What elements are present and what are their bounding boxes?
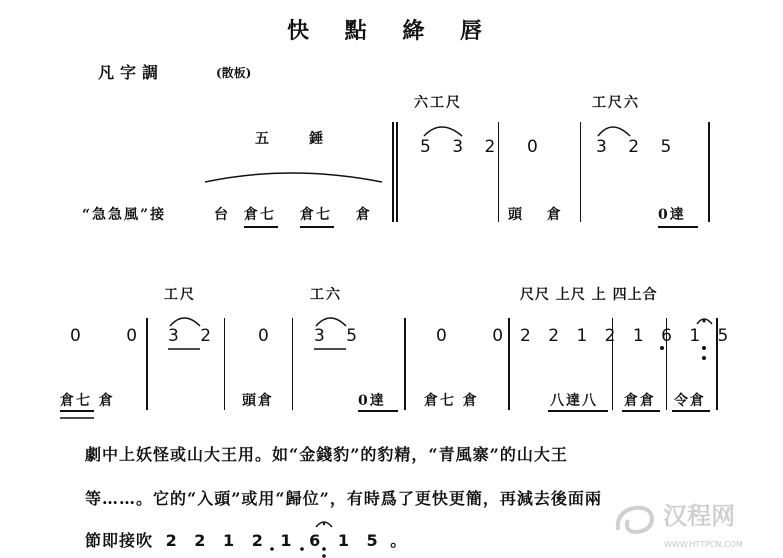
rest-0: 0	[258, 326, 277, 346]
gongche-label-4: 工六	[310, 287, 342, 303]
perc-toucang: 頭 倉	[508, 207, 571, 223]
tempo-marking: (散板)	[216, 66, 252, 80]
perc-lingcang: 令倉	[674, 393, 706, 409]
perc-tai: 台	[214, 207, 230, 223]
perc-cang: 倉	[356, 207, 372, 223]
slur-arc	[170, 318, 200, 326]
text-line-3-prefix: 節即接吹	[85, 531, 154, 550]
text-line-3-suffix: 。	[390, 531, 408, 550]
intro-label: “急急風”接	[82, 207, 167, 223]
text-line-3-notes: 2 2 1 2 1 6 1 5	[165, 531, 384, 550]
wuchui-bracket-arc	[205, 173, 382, 182]
notes-22121615: 2 2 1 2 1 6 1 5	[520, 326, 735, 346]
perc-cangcang: 倉倉	[624, 393, 656, 409]
watermark-text: 汉程网	[663, 502, 736, 530]
slur-arc	[316, 318, 346, 326]
low-octave-dot	[702, 356, 706, 360]
notes-35: 3 5	[314, 326, 366, 346]
key-mode: 凡字調	[98, 63, 165, 82]
notes-325: 3 2 5	[596, 137, 680, 157]
page-title: 快 點 絳 唇	[287, 18, 496, 44]
low-octave-dot	[702, 346, 706, 350]
fermata-dot	[323, 523, 325, 525]
low-octave-dot	[660, 346, 664, 350]
perc-0da: 0達	[358, 393, 386, 409]
gongche-label-1: 六工尺	[414, 95, 462, 111]
perc-cangqi-2: 倉七	[300, 207, 332, 223]
slur-arc	[424, 127, 462, 136]
rest-00: 0 0	[436, 326, 524, 346]
wuchui-label: 五 錘	[255, 131, 327, 147]
perc-cangqi-cang: 倉七 倉	[424, 393, 479, 409]
perc-toucang: 頭倉	[242, 393, 274, 409]
watermark-swirl-icon	[612, 500, 658, 540]
gongche-label-3: 工尺	[164, 287, 196, 303]
watermark-url: WWW.HTTPCN.COM	[664, 539, 743, 549]
gongche-label-2: 工尺六	[592, 95, 640, 111]
perc-cangqi-1: 倉七	[244, 207, 276, 223]
notes-32: 3 2	[168, 326, 220, 346]
text-line-1: 劇中上妖怪或山大王用。如“金錢豹”的豹精，“青風寨”的山大王	[85, 445, 568, 464]
text-line-2: 等……。它的“入頭”或用“歸位”，有時爲了更快更簡，再減去後面兩	[85, 489, 602, 508]
text-line-3	[85, 528, 407, 551]
rest-00: 0 0	[70, 326, 158, 346]
slur-arc	[598, 127, 630, 136]
perc-0da: 0達	[658, 207, 686, 223]
perc-cangqi-cang: 倉七 倉	[60, 393, 115, 409]
perc-badaba: 八達八	[550, 393, 598, 409]
watermark-logo	[612, 496, 743, 549]
notes-532: 5 3 2	[420, 137, 504, 157]
gongche-label-5: 尺尺 上尺 上 四上合	[520, 287, 658, 303]
fermata-dot	[703, 320, 706, 323]
low-octave-dot	[322, 554, 326, 558]
rest-0: 0	[527, 137, 546, 157]
